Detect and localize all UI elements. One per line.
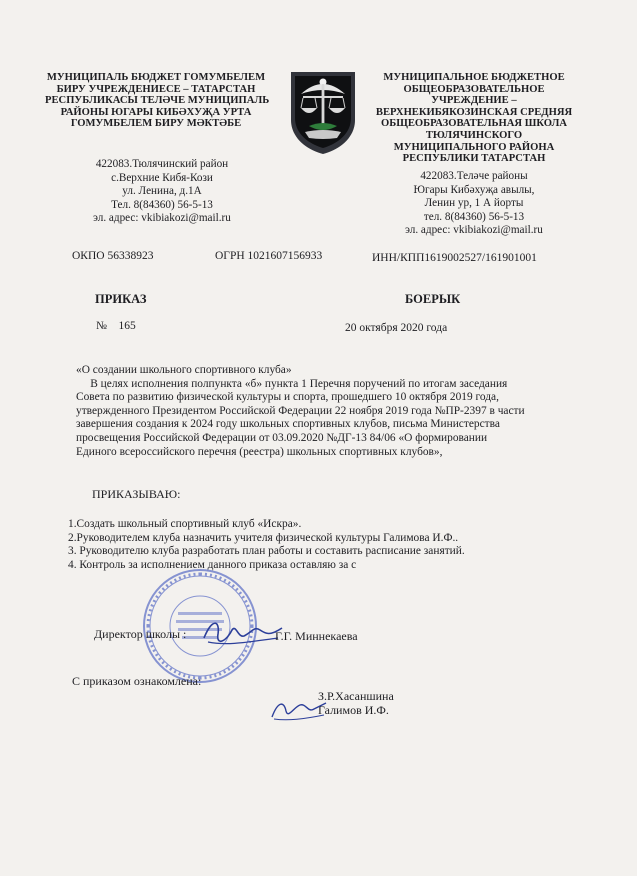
address-right-line: эл. адрес: vkibiakozi@mail.ru bbox=[405, 224, 543, 237]
header-right-line: МУНИЦИПАЛЬНОГО РАЙОНА bbox=[393, 141, 555, 153]
header-left-line: БИРУ УЧРЕЖДЕНИЕСЕ – ТАТАРСТАН bbox=[56, 83, 256, 95]
acquaint-label: С приказом ознакомлена: bbox=[72, 674, 202, 688]
preamble-line: Единого всероссийского перечня (реестра) школьных спортивных клубов», bbox=[76, 445, 443, 458]
director-name: Г.Г. Миннекаева bbox=[275, 629, 358, 643]
header-left-line: ГОМУМБЕЛЕМ БИРУ МӘКТӘБЕ bbox=[70, 118, 242, 130]
director-position: Директор школы : bbox=[94, 627, 187, 641]
order-title-ru: ПРИКАЗ bbox=[95, 292, 147, 306]
address-right-line: Ленин ур, 1 А йорты bbox=[424, 197, 524, 210]
header-right-line: УЧРЕЖДЕНИЕ – bbox=[431, 95, 517, 107]
header-right-line: ТЮЛЯЧИНСКОГО bbox=[425, 129, 523, 141]
address-left-line: с.Верхние Кибя-Кози bbox=[111, 171, 213, 184]
acquaint-name: Галимов И.Ф. bbox=[318, 703, 389, 717]
preamble-line: Совета по развитию физической культуры и спорта, прошедшего 10 октября 2019 года, bbox=[76, 391, 499, 404]
header-right-line: ОБЩЕОБРАЗОВАТЕЛЬНОЕ bbox=[403, 83, 545, 95]
order-word: ПРИКАЗЫВАЮ: bbox=[92, 487, 181, 501]
address-left-line: ул. Ленина, д.1А bbox=[122, 185, 202, 198]
address-right-line: 422083.Теләче районы bbox=[420, 170, 528, 182]
address-right bbox=[378, 170, 570, 238]
order-item: 3. Руководителю клуба разработать план работы и составить расписание занятий. bbox=[68, 545, 465, 558]
ogrn-code: ОГРН 1021607156933 bbox=[215, 250, 323, 262]
order-item: 1.Создать школьный спортивный клуб «Искра». bbox=[68, 518, 302, 530]
acquaint-name: З.Р.Хасаншина bbox=[318, 689, 394, 703]
header-left-line: РЕСПУБЛИКАСЫ ТЕЛӘЧЕ МУНИЦИПАЛЬ bbox=[45, 95, 270, 107]
inn-code: ИНН/КПП1619002527/161901001 bbox=[372, 252, 537, 264]
header-right-line: МУНИЦИПАЛЬНОЕ БЮДЖЕТНОЕ bbox=[383, 72, 565, 83]
order-item: 4. Контроль за исполнением данного приказа оставляю за с bbox=[68, 558, 357, 571]
order-item: 2.Руководителем клуба назначить учителя физической культуры Галимова И.Ф.. bbox=[68, 531, 459, 544]
header-right-line: ВЕРХНЕКИБЯКОЗИНСКАЯ СРЕДНЯЯ bbox=[375, 106, 573, 118]
address-right-line: тел. 8(84360) 56-5-13 bbox=[423, 210, 525, 223]
order-body bbox=[76, 364, 596, 459]
address-left-line: Тел. 8(84360) 56-5-13 bbox=[111, 198, 213, 211]
order-subject: «О создании школьного спортивного клуба» bbox=[76, 364, 292, 376]
coat-of-arms-icon bbox=[287, 68, 359, 156]
preamble-line: В целях исполнения полпункта «б» пункта 1 Перечня поручений по итогам заседания bbox=[76, 377, 508, 390]
employee-signature-icon bbox=[268, 695, 328, 725]
header-left-line: РАЙОНЫ ЮГАРЫ КИБӘХУҖА УРТА bbox=[60, 106, 252, 118]
order-items bbox=[68, 518, 608, 572]
header-right-line: РЕСПУБЛИКИ ТАТАРСТАН bbox=[402, 153, 546, 165]
order-title-tt: БОЕРЫК bbox=[405, 292, 461, 306]
address-left bbox=[66, 158, 258, 226]
order-number: № 165 bbox=[96, 320, 136, 332]
address-left-line: 422083.Тюлячинский район bbox=[95, 158, 229, 170]
address-right-line: Югары Кибәхуҗа авылы, bbox=[413, 183, 535, 196]
order-date: 20 октября 2020 года bbox=[345, 322, 448, 334]
header-left-line: МУНИЦИПАЛЬ БЮДЖЕТ ГОМУМБЕЛЕМ bbox=[46, 72, 266, 83]
preamble-line: утвержденного Президентом Российской Федерации 22 ноября 2019 года №ПР-2397 в части bbox=[76, 404, 525, 417]
header-right-org bbox=[366, 72, 582, 165]
preamble-line: завершения создания к 2024 году школьных спортивных клубов, письма Министерства bbox=[76, 418, 500, 431]
preamble-line: просвещения Российской Федерации от 03.09.2020 №ДГ-13 84/06 «О формировании bbox=[76, 431, 488, 444]
header-right-line: ОБЩЕОБРАЗОВАТЕЛЬНАЯ ШКОЛА bbox=[380, 118, 568, 130]
address-left-line: эл. адрес: vkibiakozi@mail.ru bbox=[93, 212, 231, 225]
header-left-org bbox=[45, 72, 270, 130]
okpo-code: ОКПО 56338923 bbox=[72, 250, 154, 262]
